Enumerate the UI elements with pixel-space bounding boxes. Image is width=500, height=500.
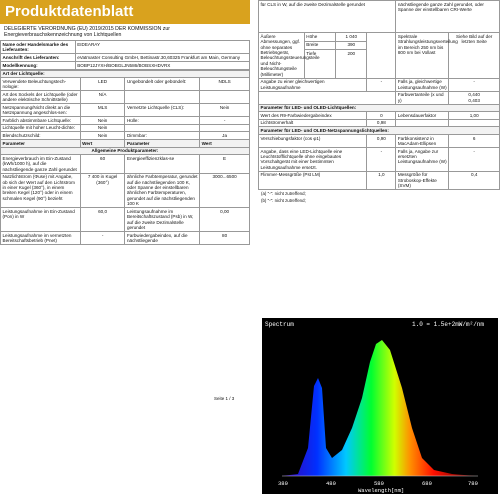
- table-row: Leistungsaufnahme im vernetzten Bereitschaftsbetrieb (Pnet) - Farbwiedergabeindex, auf die nächstliegende 80: [1, 232, 250, 245]
- tick-label: 780: [468, 480, 478, 487]
- model-label: Modellkennung:: [1, 62, 76, 70]
- spectrum-scale: 1.0 = 1.5e+2mW/m²/nm: [412, 321, 485, 328]
- table-row: Lichtquelle mit hoher Leucht-dichte: Nein: [1, 124, 250, 132]
- right-column: [258, 0, 500, 500]
- table-row: Blendschutzschild: Nein Dimmbar: Ja: [1, 132, 250, 140]
- spectrum-svg: [262, 318, 498, 494]
- table-row: Wert des R9-Farbwiedergabeindex 0 Lebensdauerfaktor 1,00: [259, 112, 500, 120]
- section-general-params: Allgemeine Produktparameter:: [1, 147, 250, 155]
- page-title: Produktdatenblatt: [0, 0, 250, 24]
- section-mains: Parameter für LED- und OLED-Netzspannungslichtquellen:: [259, 127, 500, 135]
- spectrum-chart: [262, 318, 498, 494]
- address-value: eVatmaster Consulting GmbH, Bettinastr.30,60325 Frankfurt am Main, Germany: [75, 54, 249, 62]
- spectrum-title: Spectrum: [265, 321, 294, 328]
- brand-value: EIDEARAY: [75, 41, 249, 54]
- table-row: Tiefe 200: [259, 50, 500, 78]
- table-row: Angabe, dass eine LED-Lichtquelle eine Leuchtstofflichtquelle ohne eingebautes Vorschaltgerät mit einer bestimmten Leistungsaufnahme ersetzt. - Falls ja, Angabe zur ersetzten Leistungsaufnahme (W) -: [259, 148, 500, 172]
- table-row: für CLS in W, auf die zweite Dezimalstelle gerundet nächstliegende ganze Zahl gerundet, oder Spanne der einstellbaren CRI-Werte: [259, 1, 500, 33]
- section-led: Parameter für LED- und OLED-Lichtquellen:: [259, 104, 500, 112]
- address-label: Anschrift des Lieferanten:: [1, 54, 76, 62]
- regulation-text: DELEGIERTE VERORDNUNG (EU) 2019/2015 DER KOMMISSION zur Energieverbrauchskennzeichnung von Lichtquellen: [4, 26, 170, 39]
- tick-label: 380: [278, 480, 288, 487]
- tick-label: 680: [422, 480, 432, 487]
- table-row: Verwendete Beleuchtungstech-nologie: LED Ungebündelt oder gebündelt: NDLS: [1, 78, 250, 91]
- table-row: Verschiebungsfaktor (cos φ1) 0,90 Farbkonsistenz in MacAdam-Ellipsen 6: [259, 135, 500, 148]
- table-row: Farblich abstimmbare Lichtquelle: Nein Hülle: -: [1, 117, 250, 125]
- light-source-table: [0, 70, 250, 245]
- table-row: Flimmer-Messgröße (Pst LM) 1,0 Messgröße für Stroboskop-Effekte (SVM) 0,4: [259, 171, 500, 189]
- spd-label: [367, 33, 396, 78]
- tick-label: 580: [374, 480, 384, 487]
- brand-label: Name oder Handelsmarke des Lieferanten:: [1, 41, 76, 54]
- table-row: Lichtstromerhalt 0,98: [259, 119, 500, 127]
- col-parameter-2: Parameter: [125, 139, 200, 147]
- supplier-table: [0, 40, 250, 69]
- table-row: Breite 390: [259, 41, 500, 50]
- footnote-2: (b) "-": nicht zutreffend;: [261, 198, 306, 204]
- table-row: Leistungsaufnahme im Ein-Zustand (Pon) in W 60,0 Leistungsaufnahme im Bereitschaftszustand (Psb) in W, auf die zweite Dezimalstelle gerundet 0,00: [1, 208, 250, 232]
- table-row: Art des Sockels der Lichtquelle (oder andere elektrische Schnittstelle) N/A: [1, 91, 250, 104]
- table-row: Netzspannung/Nicht direkt an die Netzspannung angeschlos-sen: MLS Vernetzte Lichtquelle (CLS): Nein: [1, 104, 250, 117]
- table-row: Äußere Abmessungen, ggf. ohne separates Betriebsgerät, Beleuchtungssteuerungsteile und Nicht-Beleuchtungsteile (Millimeter) Höhe 1 040 Spektrale Strahlungsleistungsverteilung im Bereich 250 nm bis 800 nm bei Vollast Siehe Bild auf der letzten Seite: [259, 33, 500, 42]
- col-value: Wert: [80, 139, 125, 147]
- spectrum-xlabel: Wavelength[nm]: [358, 487, 405, 494]
- table-row: Energieverbrauch im Ein-Zustand (kWh/1000 h), auf die nächstliegende ganze Zahl gerundet 60 Energieeffizienzklas-se E: [1, 155, 250, 173]
- col-value-2: Wert: [200, 139, 250, 147]
- section-light-source: Art der Lichtquelle:: [1, 70, 250, 78]
- page-number: Seite 1 / 3: [214, 396, 235, 401]
- col-parameter: Parameter: [1, 139, 81, 147]
- table-row: Farbwertanteile (x und y) 0,440 0,403: [259, 91, 500, 104]
- tick-label: 480: [326, 480, 336, 487]
- spectrum-curve: [282, 340, 476, 476]
- footnote-1: (a) "-": nicht zutreffend;: [261, 191, 306, 197]
- model-value: BOBP12JYXH/BOBGLJN586/BOBSXHDVRX: [75, 62, 249, 70]
- dimensions-table: [258, 0, 500, 190]
- table-row: Angabe zu einer gleichwertigen Leistungsaufnahme - Falls ja, gleichwertige Leistungsaufnahme (W) -: [259, 78, 500, 91]
- table-row: Nutzlichtstrom (Φuse) mit Angabe, ob sich der Wert auf den Lichtstrom in einer Kugel (360°), in einem breiten Kegel (120°) oder in einem schmalen Kegel (90°) bezieht 7 400 in Kugel (360°) ähnliche Farbtemperatur, gerundet auf die nächstliegenden 100 K, oder Spanne der einstellbaren ähnlichen Farbtemperaturen, gerundet auf die nächstliegenden 100 K 3000...6500: [1, 173, 250, 208]
